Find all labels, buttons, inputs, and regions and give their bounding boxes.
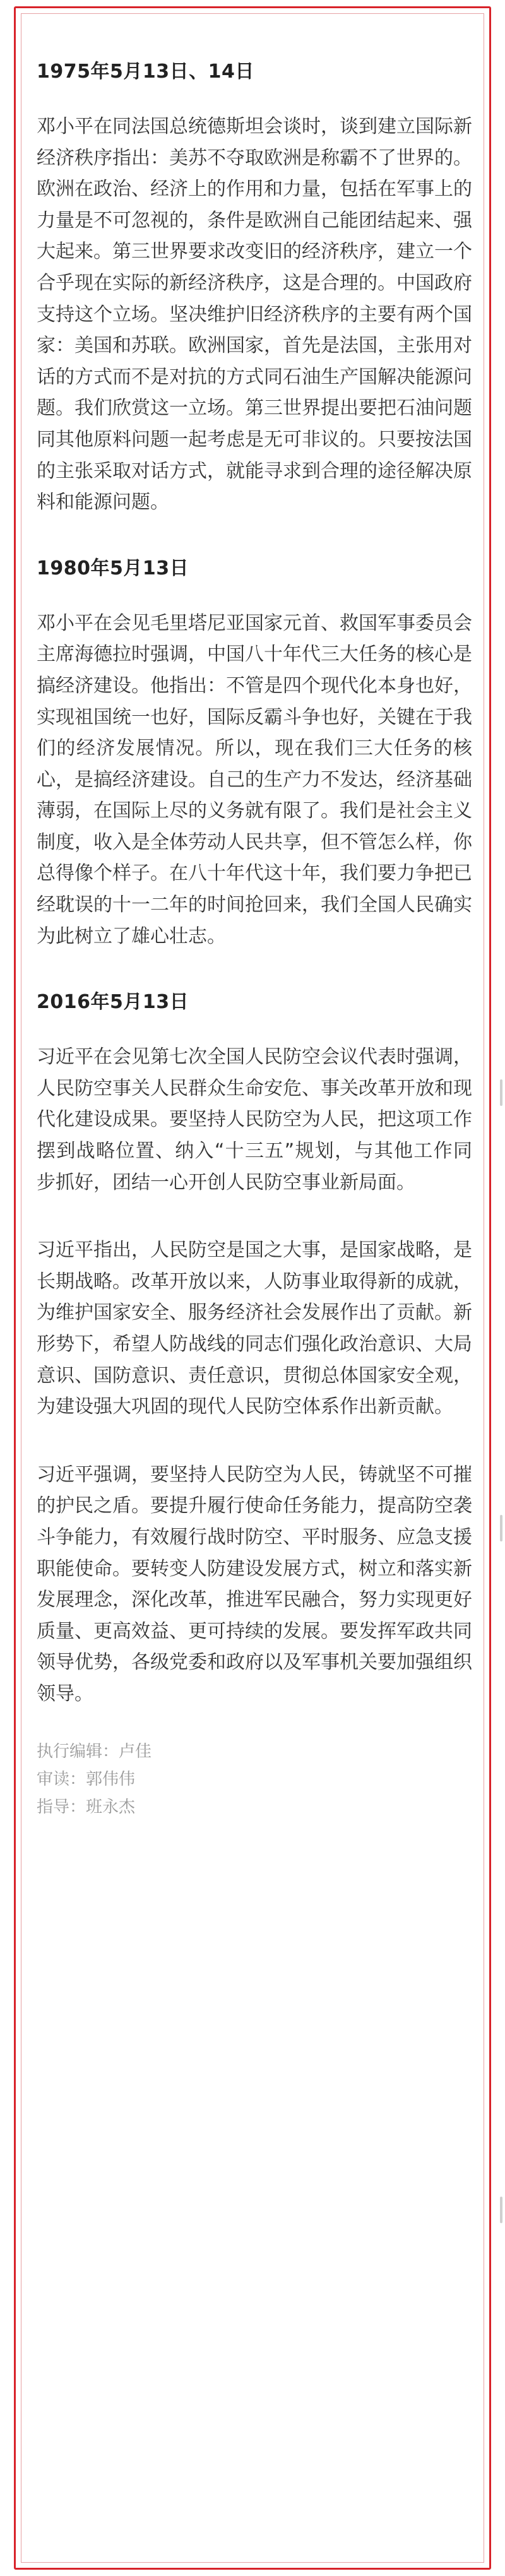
credits — [37, 1738, 472, 1821]
paragraph: 习近平在会见第七次全国人民防空会议代表时强调，人民防空事关人民群众生命安危、事关改革开放和现代化建设成果。要坚持人民防空为人民，把这项工作摆到战略位置、纳入“十三五”规划，与其他工作同步抓好，团结一心开创人民防空事业新局面。 — [37, 1046, 472, 1194]
scroll-indicator — [500, 1079, 502, 1106]
section-1975 — [37, 58, 472, 518]
paragraph: 习近平指出，人民防空是国之大事，是国家战略，是长期战略。改革开放以来，人防事业取得新的成就，为维护国家安全、服务经济社会发展作出了贡献。新形势下，希望人防战线的同志们强化政治意识、大局意识、国防意识、责任意识，贯彻总体国家安全观，为建设强大巩固的现代人民防空体系作出新贡献。 — [37, 1239, 472, 1418]
paragraph: 邓小平在同法国总统德斯坦会谈时，谈到建立国际新经济秩序指出：美苏不夺取欧洲是称霸不了世界的。欧洲在政治、经济上的作用和力量，包括在军事上的力量是不可忽视的，条件是欧洲自己能团结起来、强大起来。第三世界要求改变旧的经济秩序，建立一个合乎现在实际的新经济秩序，这是合理的。中国政府支持这个立场。坚决维护旧经济秩序的主要有两个国家：美国和苏联。欧洲国家，首先是法国，主张用对话的方式而不是对抗的方式同石油生产国解决能源问题。我们欣赏这一立场。第三世界提出要把石油问题同其他原料问题一起考虑是无可非议的。只要按法国的主张采取对话方式，就能寻求到合理的途径解决原料和能源问题。 — [37, 116, 472, 514]
article-body — [37, 33, 472, 1821]
paragraph: 习近平强调，要坚持人民防空为人民，铸就坚不可摧的护民之盾。要提升履行使命任务能力，提高防空袭斗争能力，有效履行战时防空、平时服务、应急支援职能使命。要转变人防建设发展方式，树立和落实新发展理念，深化改革，推进军民融合，努力实现更好质量、更高效益、更可持续的发展。要发挥军政共同领导优势，各级党委和政府以及军事机关要加强组织领导。 — [37, 1463, 472, 1705]
date-heading: 1980年5月13日 — [37, 557, 189, 579]
credit-editor: 执行编辑：卢佳 — [37, 1742, 152, 1761]
paragraph: 邓小平在会见毛里塔尼亚国家元首、救国军事委员会主席海德拉时强调，中国八十年代三大任务的核心是搞经济建设。他指出：不管是四个现代化本身也好，实现祖国统一也好，国际反霸斗争也好，关键在于我们的经济发展情况。所以，现在我们三大任务的核心，是搞经济建设。自己的生产力不发达，经济基础薄弱，在国际上尽的义务就有限了。我们是社会主义制度，收入是全体劳动人民共享，但不管怎么样，你总得像个样子。在八十年代这十年，我们要力争把已经耽误的十一二年的时间抢回来，我们全国人民确实为此树立了雄心壮志。 — [37, 612, 472, 947]
section-1980 — [37, 555, 472, 953]
credit-director: 指导：班永杰 — [37, 1797, 136, 1817]
date-heading: 2016年5月13日 — [37, 991, 189, 1014]
scroll-indicator — [500, 2197, 502, 2223]
credit-reviewer: 审读：郭伟伟 — [37, 1769, 136, 1789]
section-2016 — [37, 988, 472, 1709]
date-heading: 1975年5月13日、14日 — [37, 61, 254, 83]
scroll-indicator — [500, 1515, 502, 1541]
